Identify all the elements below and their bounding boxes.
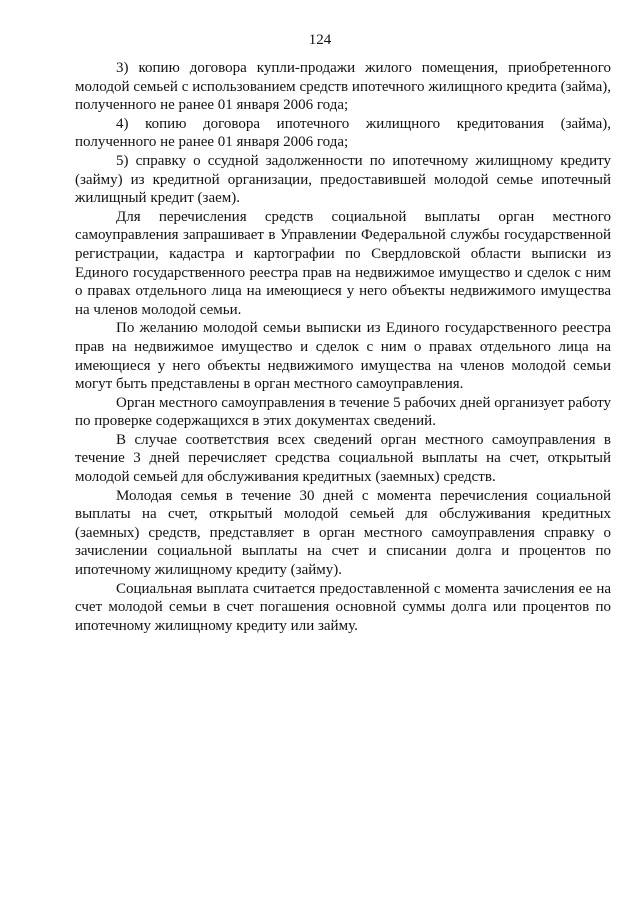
paragraph-family-option: По желанию молодой семьи выписки из Единого государственного реестра прав на недвижимое имущество и сделок с ним о правах отдельного лица на имеющиеся у него объекты недвижимого имущества на членов молодой семьи могут быть представлены в орган местного самоуправления.	[75, 320, 611, 393]
document-body	[75, 59, 611, 635]
paragraph-payment-provided: Социальная выплата считается предоставленной с момента зачисления ее на счет молодой семьи в счет погашения основной суммы долга или процентов по ипотечному жилищному кредиту или займу.	[75, 580, 611, 634]
paragraph-transfer: В случае соответствия всех сведений орган местного самоуправления в течение 3 дней перечисляет средства социальной выплаты на счет, открытый молодой семьей для обслуживания кредитных (заемных) средств.	[75, 431, 611, 486]
paragraph-item-4: 4) копию договора ипотечного жилищного кредитования (займа), полученного не ранее 01 января 2006 года;	[75, 115, 611, 151]
page-number: 124	[308, 32, 332, 48]
paragraph-item-5: 5) справку о ссудной задолженности по ипотечному жилищному кредиту (займу) из кредитной организации, предоставившей молодой семье ипотечный жилищный кредит (заем).	[75, 152, 611, 207]
paragraph-certificate: Молодая семья в течение 30 дней с момента перечисления социальной выплаты на счет, открытый молодой семьей для обслуживания кредитных (заемных) средств, представляет в орган местного самоуправления справку о зачислении социальной выплаты на счет и списании долга и процентов по ипотечному жилищному кредиту (займу).	[75, 487, 611, 579]
paragraph-verification: Орган местного самоуправления в течение 5 рабочих дней организует работу по проверке содержащихся в этих документах сведений.	[75, 394, 611, 430]
paragraph-item-3: 3) копию договора купли-продажи жилого помещения, приобретенного молодой семьей с использованием средств ипотечного жилищного кредита (займа), полученного не ранее 01 января 2006 года;	[75, 60, 611, 114]
paragraph-rosreestr-request: Для перечисления средств социальной выплаты орган местного самоуправления запрашивает в Управлении Федеральной службы государственной регистрации, кадастра и картографии по Свердловской области выписки из Единого государственного реестра прав на недвижимое имущество и сделок с ним о правах отдельного лица на имеющиеся у него объекты недвижимого имущества на членов молодой семьи.	[75, 208, 611, 318]
